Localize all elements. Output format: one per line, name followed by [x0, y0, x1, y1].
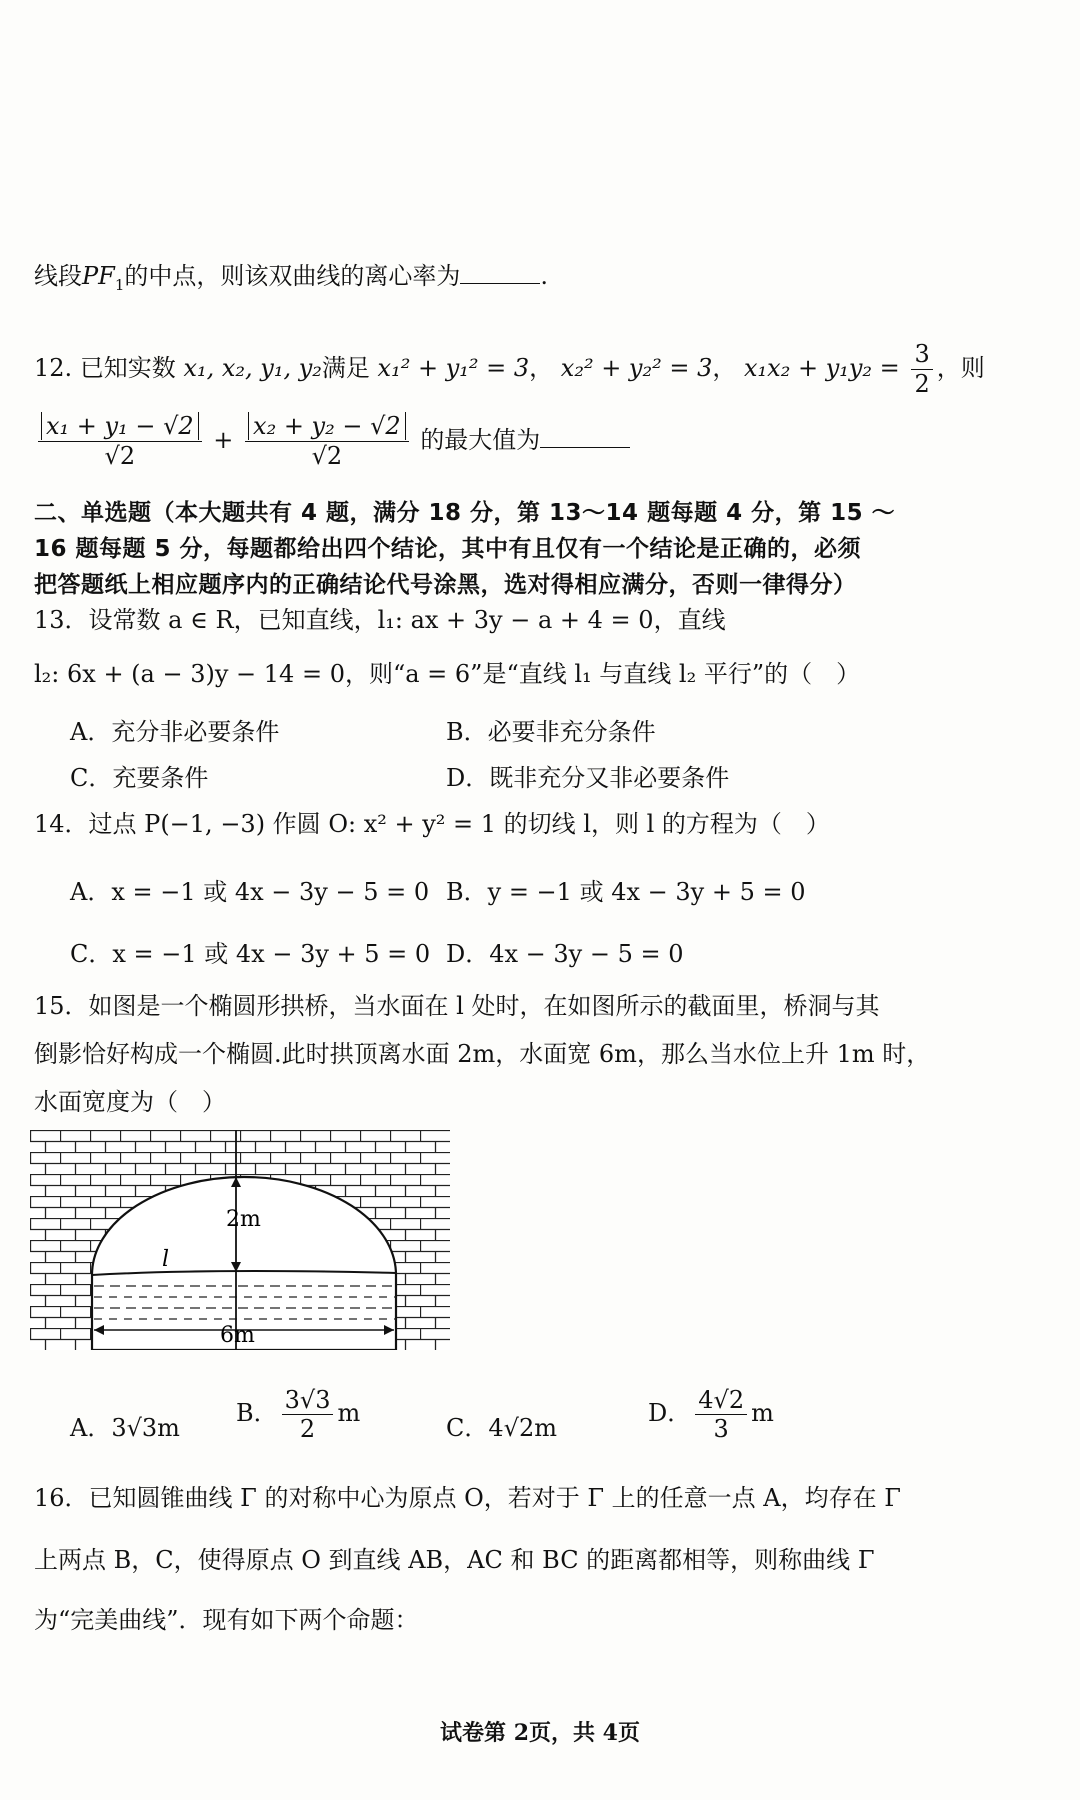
section2-line3: 把答题纸上相应题序内的正确结论代号涂黑，选对得相应满分，否则一律得分） — [34, 572, 857, 598]
q15-a-label: A． — [70, 1414, 112, 1442]
q12-ask: 的最大值为 — [420, 425, 541, 454]
q13-option-b[interactable]: B．必要非充分条件 — [446, 718, 656, 746]
q14-option-d[interactable]: D．4x − 3y − 5 = 0 — [446, 940, 684, 968]
q12-eq1: x₁² + y₁² = 3 — [377, 353, 530, 382]
q12-expr1-num — [38, 412, 202, 442]
q13-line1: 13．设常数 a ∈ R，已知直线，l₁: ax + 3y − a + 4 = 0，直线 — [34, 606, 726, 634]
q11-var: PF — [82, 262, 115, 290]
q12-pre: 已知实数 — [79, 353, 176, 382]
q14-option-a[interactable]: A．x = −1 或 4x − 3y − 5 = 0 — [70, 878, 430, 906]
label-water-l: l — [162, 1247, 170, 1272]
page-footer: 试卷第 2页，共 4页 — [440, 1720, 640, 1746]
q12-line1: 12. 已知实数 x₁, x₂, y₁, y₂满足 x₁² + y₁² = 3， x₂² + y₂² = 3， x₁x₂ + y₁y₂ = $\frac{3}{2}$ ，则 — [34, 340, 985, 398]
q15-d-unit: m — [751, 1399, 774, 1427]
q12-expr2-den: √2 — [311, 441, 343, 470]
q15-b-unit: m — [337, 1399, 361, 1427]
q12-plus: + — [213, 425, 234, 454]
q12-eq3-den: 2 — [914, 369, 930, 398]
q12-expr2 — [245, 412, 409, 471]
q13-line2: l₂: 6x + (a − 3)y − 14 = 0，则“a = 6”是“直线 l₁ 与直线 l₂ 平行”的（ ） — [34, 660, 861, 688]
q12-then: ，则 — [936, 353, 985, 382]
label-height: 2m — [226, 1207, 261, 1232]
q12-cond-word: 满足 — [321, 353, 370, 382]
q12-eq3-frac — [911, 340, 932, 399]
q12-expr2-num — [245, 412, 409, 442]
q15-b-frac — [282, 1386, 334, 1443]
q15-c-value: 4√2m — [488, 1414, 557, 1442]
q12-expr2-abs: x₂ + y₂ − √2 — [248, 412, 406, 440]
q11-text-post: 的中点，则该双曲线的离心率为 — [124, 262, 461, 290]
q15-d-num: 4√2 — [695, 1386, 747, 1415]
q16-line2: 上两点 B，C，使得原点 O 到直线 AB，AC 和 BC 的距离都相等，则称曲线 Γ — [34, 1546, 875, 1574]
q12-line2 — [34, 412, 630, 471]
q15-b-den: 2 — [299, 1415, 316, 1443]
q14-option-b[interactable]: B．y = −1 或 4x − 3y + 5 = 0 — [446, 878, 806, 906]
q12-eq2: x₂² + y₂² = 3 — [560, 353, 713, 382]
bridge-figure — [30, 1130, 450, 1350]
q15-d-frac — [695, 1386, 747, 1443]
q15-line2: 倒影恰好构成一个椭圆.此时拱顶离水面 2m，水面宽 6m，那么当水位上升 1m 时， — [34, 1040, 931, 1068]
q15-line1: 15．如图是一个椭圆形拱桥，当水面在 l 处时，在如图所示的截面里，桥洞与其 — [34, 992, 880, 1020]
q14-line1: 14．过点 P(−1, −3) 作圆 O: x² + y² = 1 的切线 l，则 l 的方程为（ ） — [34, 810, 830, 838]
q11-text-pre: 线段 — [34, 262, 82, 290]
q15-option-a[interactable] — [70, 1408, 180, 1443]
q12-eq3-lhs: x₁x₂ + y₁y₂ = — [744, 353, 900, 382]
q13-option-c[interactable]: C．充要条件 — [70, 764, 209, 792]
q11-tail-line — [34, 262, 548, 294]
q11-sub: 1 — [114, 275, 125, 294]
section2-line1: 二、单选题（本大题共有 4 题，满分 18 分，第 13～14 题每题 4 分，第 15 ～ — [34, 500, 896, 526]
section2-line2: 16 题每题 5 分，每题都给出四个结论，其中有且仅有一个结论是正确的，必须 — [34, 536, 862, 562]
q12-expr1-den: √2 — [104, 441, 136, 470]
q15-option-c[interactable] — [446, 1408, 557, 1443]
q12-number: 12. — [34, 353, 73, 382]
q15-b-num: 3√3 — [282, 1386, 334, 1415]
q15-d-den: 3 — [713, 1415, 729, 1443]
q15-c-label: C． — [446, 1414, 489, 1442]
q12-eq3-num: 3 — [911, 340, 932, 370]
q13-option-a[interactable]: A．充分非必要条件 — [70, 718, 280, 746]
label-width: 6m — [220, 1323, 255, 1348]
q15-d-label: D． — [648, 1399, 692, 1427]
q15-b-label: B． — [236, 1399, 278, 1427]
q12-answer-blank[interactable] — [540, 427, 630, 448]
q15-option-b[interactable] — [236, 1386, 360, 1443]
q16-line3: 为“完美曲线”．现有如下两个命题： — [34, 1606, 419, 1634]
q11-answer-blank[interactable] — [460, 263, 540, 284]
q12-vars: x₁, x₂, y₁, y₂ — [183, 353, 322, 382]
q13-option-d[interactable]: D．既非充分又非必要条件 — [446, 764, 730, 792]
q12-expr1-abs: x₁ + y₁ − √2 — [41, 412, 199, 440]
q15-option-d[interactable] — [648, 1386, 774, 1443]
q14-option-c[interactable]: C．x = −1 或 4x − 3y + 5 = 0 — [70, 940, 431, 968]
q12-expr1 — [38, 412, 202, 471]
q16-line1: 16．已知圆锥曲线 Γ 的对称中心为原点 O，若对于 Γ 上的任意一点 A，均存在 Γ — [34, 1484, 901, 1512]
q15-line3: 水面宽度为（ ） — [34, 1088, 226, 1116]
q15-a-value: 3√3m — [111, 1414, 180, 1442]
q11-end: . — [540, 262, 548, 290]
